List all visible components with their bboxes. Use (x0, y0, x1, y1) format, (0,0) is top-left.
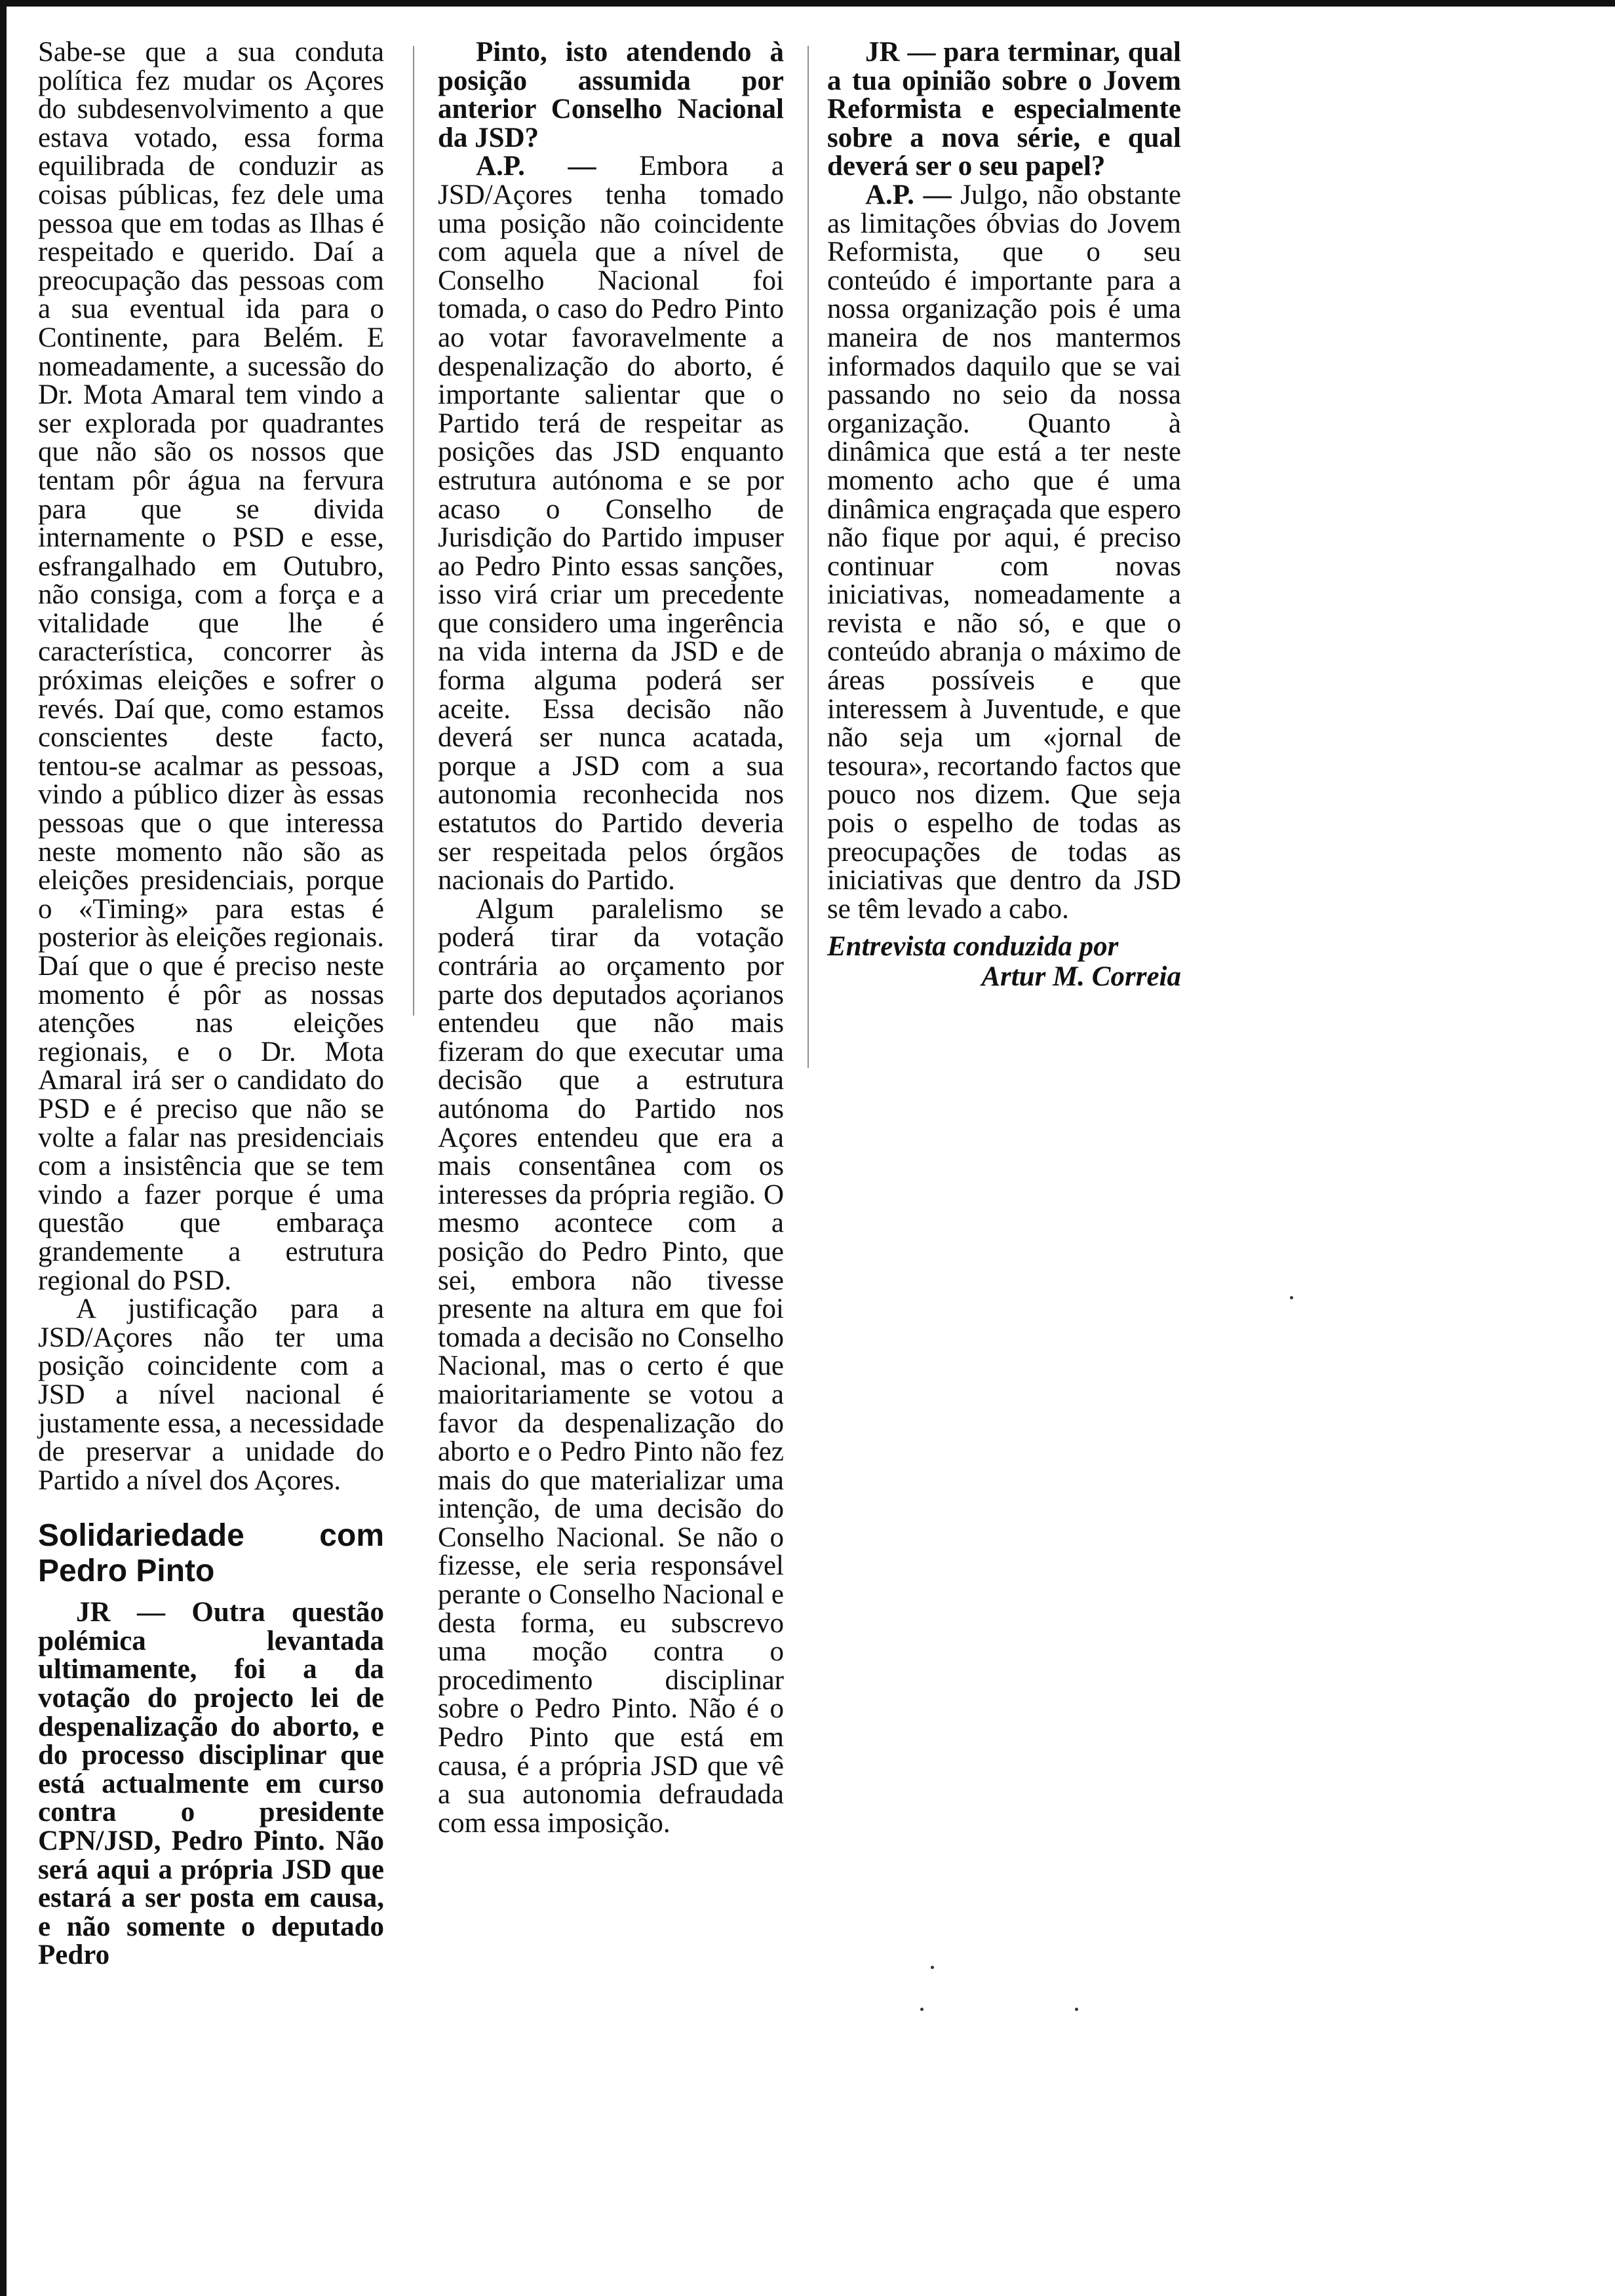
speaker-label: JR — (76, 1597, 165, 1628)
byline (827, 932, 1181, 991)
page-border-top (0, 0, 1615, 7)
speaker-label: A.P. — (865, 179, 952, 210)
paragraph-text: Julgo, não obstante as limitações óbvias do Jovem Reformista, que o seu conteúdo é importante para a nossa organização pois é uma maneira de nos mantermos informados daquilo que se vai passando no seio da nossa organização. Quanto à dinâmica que está a ter neste momento acho que é uma dinâmica engraçada que espero não fique por aqui, é preciso continuar com novas iniciativas, nomeadamente a revista e não só, e que o conteúdo abranja o máximo de áreas possíveis e que interessem à Juventude, e que não seja um «jornal de tesoura», recortando factos que pouco nos dizem. Que seja pois o espelho de todas as preocupações de todas as iniciativas que dentro da JSD se têm levado a cabo. (827, 179, 1181, 925)
column-rule (808, 46, 809, 1068)
paragraph (38, 1295, 384, 1495)
paragraph-text: Pinto, isto atendendo à posição assumida por anterior Conselho Nacional da JSD? (438, 37, 784, 153)
page-border-left (0, 0, 7, 2296)
interview-answer (438, 152, 784, 894)
paragraph-text: Algum paralelismo se poderá tirar da votação contrária ao orçamento por parte dos deputados açorianos entendeu que não mais fizeram do que executar uma decisão que a estrutura autónoma do Partido nos Açores entendeu que era a mais consentânea com os interesses da própria região. O mesmo acontece com a posição do Pedro Pinto, que sei, embora não tivesse presente na altura em que foi tomada a decisão no Conselho Nacional, mas o certo é que maioritariamente se votou a favor da despenalização do aborto e o Pedro Pinto não fez mais do que materializar uma intenção, de uma decisão do Conselho Nacional. Se não o fizesse, ele seria responsável perante o Conselho Nacional e desta forma, eu subscrevo uma moção contra o procedimento disciplinar sobre o Pedro Pinto. Não é o Pedro Pinto que está em causa, é a própria JSD que vê a sua autonomia defraudada com essa imposição. (438, 893, 784, 1839)
print-speck (920, 2008, 924, 2011)
paragraph-text: Sabe-se que a sua conduta política fez mudar os Açores do subdesenvolvimento a que estava votado, essa forma equilibrada de conduzir as coisas públicas, fez dele uma pessoa que em todas as Ilhas é respeitado e querido. Daí a preocupação das pessoas com a sua eventual ida para o Continente, para Belém. E nomeadamente, a sucessão do Dr. Mota Amaral tem vindo a ser explorada por quadrantes que não são os nossos que tentam pôr água na fervura para que se divida internamente o PSD e esse, esfrangalhado em Outubro, não consiga, com a força e a vitalidade que lhe é característica, concorrer às próximas eleições e sofrer o revés. Daí que, como estamos conscientes deste facto, tentou-se acalmar as pessoas, vindo a público dizer às essas pessoas que o que interessa neste momento não são as eleições presidenciais, porque o «Timing» para estas é posterior às eleições regionais. Daí que o que é preciso neste momento é pôr as nossas atenções nas eleições regionais, e o Dr. Mota Amaral irá ser o candidato do PSD e é preciso que não se volte a falar nas presidenciais com a insistência que se tem vindo a fazer porque é uma questão que embaraça grandemente a estrutura regional do PSD. (38, 37, 384, 1296)
interview-question (827, 38, 1181, 181)
print-speck (1075, 2008, 1078, 2011)
article-column-1 (38, 38, 384, 1970)
paragraph (438, 895, 784, 1838)
interview-answer (827, 181, 1181, 923)
interview-question (438, 38, 784, 152)
paragraph-text: para terminar, qual a tua opinião sobre o Jovem Reformista e especialmente sobre a nova série, e qual deverá ser o seu papel? (827, 37, 1181, 182)
speaker-label: JR — (865, 37, 936, 67)
paragraph-text: Embora a JSD/Açores tenha tomado uma posição não coincidente com aquela que a nível de Conselho Nacional foi tomada, o caso do Pedro Pinto ao votar favoravelmente a despenalização do aborto, é importante salientar que o Partido terá de respeitar as posições das JSD enquanto estrutura autónoma e se por acaso o Conselho de Jurisdição do Partido impuser ao Pedro Pinto essas sanções, isso virá criar um precedente que considero uma ingerência na vida interna da JSD e de forma alguma poderá ser aceite. Essa decisão não deverá ser nunca acatada, porque a JSD com a sua autonomia reconhecida nos estatutos do Partido deveria ser respeitada pelos órgãos nacionais do Partido. (438, 151, 784, 896)
paragraph-text: A justificação para a JSD/Açores não ter uma posição coincidente com a JSD a nível nacional é justamente essa, a necessidade de preservar a unidade do Partido a nível dos Açores. (38, 1293, 384, 1496)
column-rule (413, 46, 414, 1016)
article-column-2 (438, 38, 784, 1837)
byline-label: Entrevista conduzida por (827, 931, 1119, 963)
speaker-label: A.P. — (476, 151, 596, 182)
print-speck (931, 1966, 934, 1969)
paragraph-text: Outra questão polémica levantada ultimamente, foi a da votação do projecto lei de despenalização do aborto, e do processo disciplinar que está actualmente em curso contra o presidente CPN/JSD, Pedro Pinto. Não será aqui a própria JSD que estará a ser posta em causa, e não somente o deputado Pedro (38, 1597, 385, 1971)
print-speck (1290, 1296, 1293, 1299)
byline-author: Artur M. Correia (981, 961, 1181, 992)
section-heading: Solidariedade com Pedro Pinto (38, 1518, 384, 1589)
paragraph (38, 38, 384, 1295)
interview-question (38, 1598, 384, 1970)
article-column-3 (827, 38, 1181, 991)
